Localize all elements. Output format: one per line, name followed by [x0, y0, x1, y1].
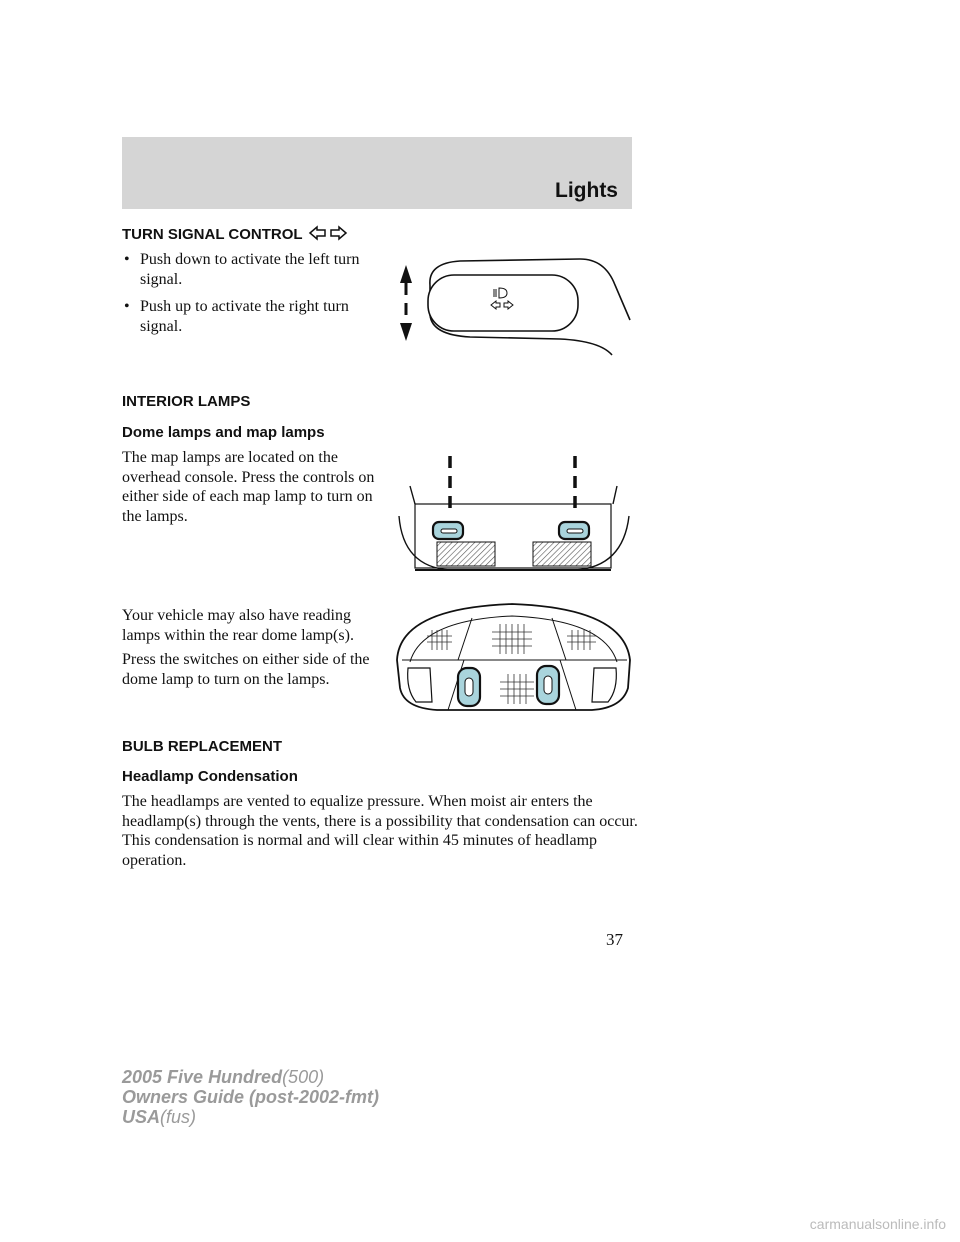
- turn-signal-heading-text: TURN SIGNAL CONTROL: [122, 226, 303, 243]
- document-footer: [122, 1067, 379, 1127]
- footer-market: USA: [122, 1107, 161, 1127]
- footer-line-2: [122, 1087, 379, 1107]
- footer-guide-format: Owners Guide (post-2002-fmt): [122, 1087, 380, 1107]
- bulb-replacement-heading: BULB REPLACEMENT: [122, 738, 282, 755]
- section-title: Lights: [555, 179, 618, 202]
- dome-switches-paragraph: Press the switches on either side of the dome lamp to turn on the lamps.: [122, 651, 370, 688]
- overhead-console-illustration: [395, 452, 635, 582]
- footer-line-3: [122, 1107, 379, 1127]
- turn-signal-bullets: [122, 250, 392, 344]
- dome-map-lamps-subheading: Dome lamps and map lamps: [122, 424, 325, 441]
- bullet-item: [122, 250, 392, 289]
- bullet-item: [122, 297, 392, 336]
- map-lamps-paragraph: The map lamps are located on the overhead console. Press the controls on either side of each map lamp to turn on the lamps.: [122, 449, 375, 525]
- turn-signal-stalk-illustration: [390, 255, 635, 365]
- bullet-text: Push up to activate the right turn signal.: [140, 298, 349, 335]
- page-number: 37: [606, 930, 623, 949]
- turn-signal-heading: [122, 225, 348, 243]
- site-watermark: carmanualsonline.info: [809, 1216, 946, 1232]
- bullet-text: Push down to activate the left turn signal.: [140, 251, 360, 288]
- interior-lamps-heading: INTERIOR LAMPS: [122, 393, 251, 410]
- footer-market-code: (fus): [160, 1107, 197, 1127]
- footer-model-code: (500): [282, 1067, 325, 1087]
- bullet-icon: •: [124, 251, 130, 268]
- headlamp-condensation-subheading: Headlamp Condensation: [122, 768, 298, 785]
- reading-lamps-paragraph: Your vehicle may also have reading lamps within the rear dome lamp(s).: [122, 607, 354, 644]
- headlamp-condensation-paragraph: The headlamps are vented to equalize pressure. When moist air enters the headlamp(s) through the vents, there is a possibility that condensation can occur. This condensation is normal and will clear within 45 minutes of headlamp operation.: [122, 793, 638, 869]
- turn-signal-arrows-icon: [308, 225, 348, 241]
- bullet-icon: •: [124, 298, 130, 315]
- footer-line-1: [122, 1067, 379, 1087]
- footer-model: 2005 Five Hundred: [122, 1067, 283, 1087]
- rear-dome-lamp-illustration: [392, 600, 637, 715]
- section-header-band: [122, 137, 632, 209]
- up-down-arrow-icon: [400, 265, 412, 341]
